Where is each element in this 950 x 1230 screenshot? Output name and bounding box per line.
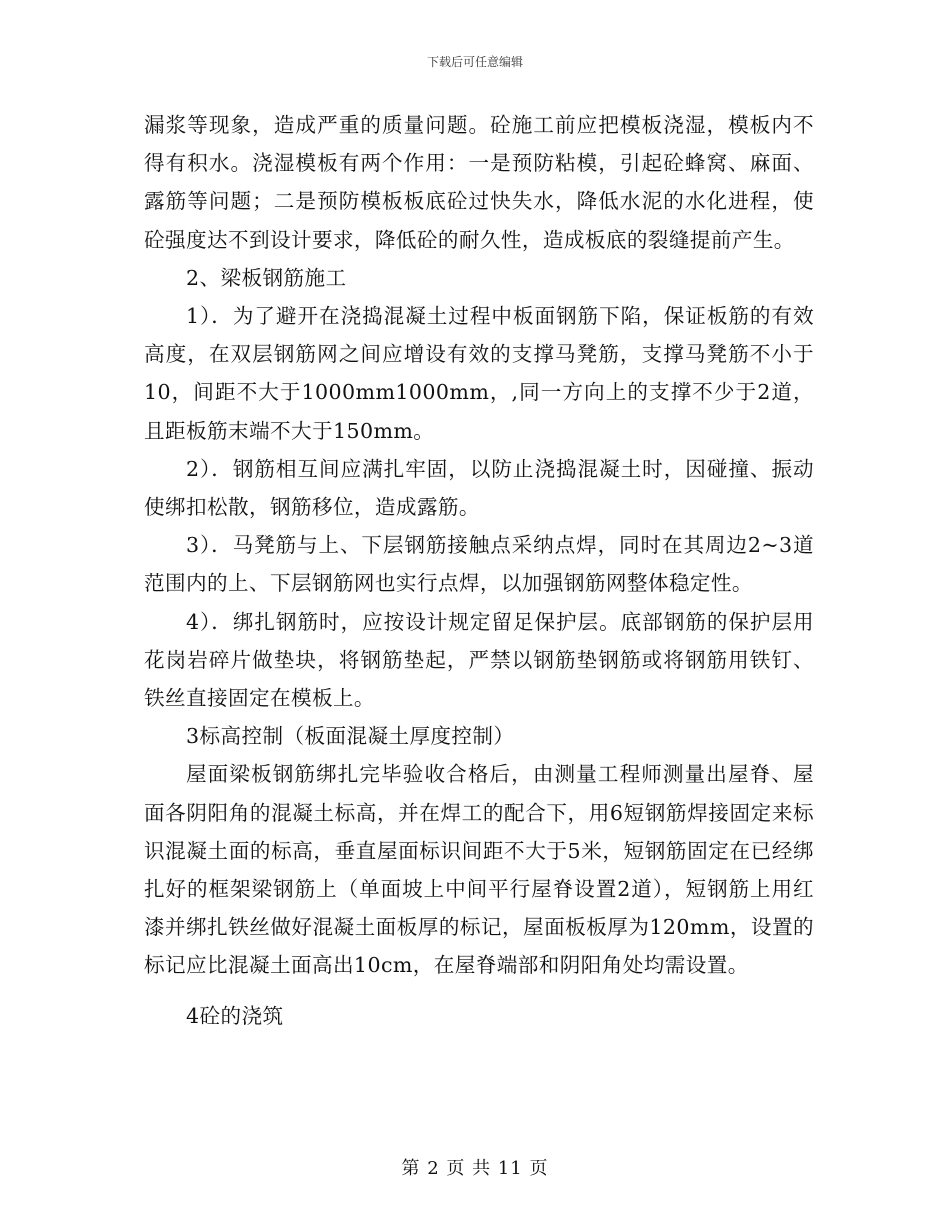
paragraph-item-4: 4）．绑扎钢筋时，应按设计规定留足保护层。底部钢筋的保护层用花岗岩碎片做垫块，将钢筋垫起，严禁以钢筋垫钢筋或将钢筋用铁钉、铁丝直接固定在模板上。 [144,609,814,711]
document-body [144,106,814,1035]
paragraph-item-1: 1）．为了避开在浇捣混凝土过程中板面钢筋下陷，保证板筋的有效高度，在双层钢筋网之间应增设有效的支撑马凳筋，支撑马凳筋不小于10，间距不大于1000mm1000mm，,同一方向上的支撑不少于2道，且距板筋末端不大于150mm。 [144,304,814,443]
paragraph-elevation: 屋面梁板钢筋绑扎完毕验收合格后，由测量工程师测量出屋脊、屋面各阴阳角的混凝土标高，并在焊工的配合下，用6短钢筋焊接固定来标识混凝土面的标高，垂直屋面标识间距不大于5米，短钢筋固定在已经绑扎好的框架梁钢筋上（单面坡上中间平行屋脊设置2道），短钢筋上用红漆并绑扎铁丝做好混凝土面板厚的标记，屋面板板厚为120mm，设置的标记应比混凝土面高出10cm，在屋脊端部和阴阳角处均需设置。 [144,762,814,978]
section-heading-pouring: 4砼的浇筑 [186,1003,284,1028]
page-footer: 第 2 页 共 11 页 [401,1158,549,1179]
page-header: 下载后可任意编辑 [426,55,523,69]
section-heading-rebar: 2、梁板钢筋施工 [186,265,347,290]
paragraph-item-2: 2）．钢筋相互间应满扎牢固，以防止浇捣混凝土时，因碰撞、振动使绑扣松散，钢筋移位，造成露筋。 [144,456,814,520]
paragraph-item-3: 3）．马凳筋与上、下层钢筋接触点采纳点焊，同时在其周边2~3道范围内的上、下层钢筋网也实行点焊，以加强钢筋网整体稳定性。 [144,533,814,596]
section-heading-elevation: 3标高控制（板面混凝土厚度控制） [186,724,515,749]
paragraph-continuation: 漏浆等现象，造成严重的质量问题。砼施工前应把模板浇湿，模板内不得有积水。浇湿模板有两个作用：一是预防粘模，引起砼蜂窝、麻面、露筋等问题；二是预防模板板底砼过快失水，降低水泥的水化进程，使砼强度达不到设计要求，降低砼的耐久性，造成板底的裂缝提前产生。 [144,113,814,252]
